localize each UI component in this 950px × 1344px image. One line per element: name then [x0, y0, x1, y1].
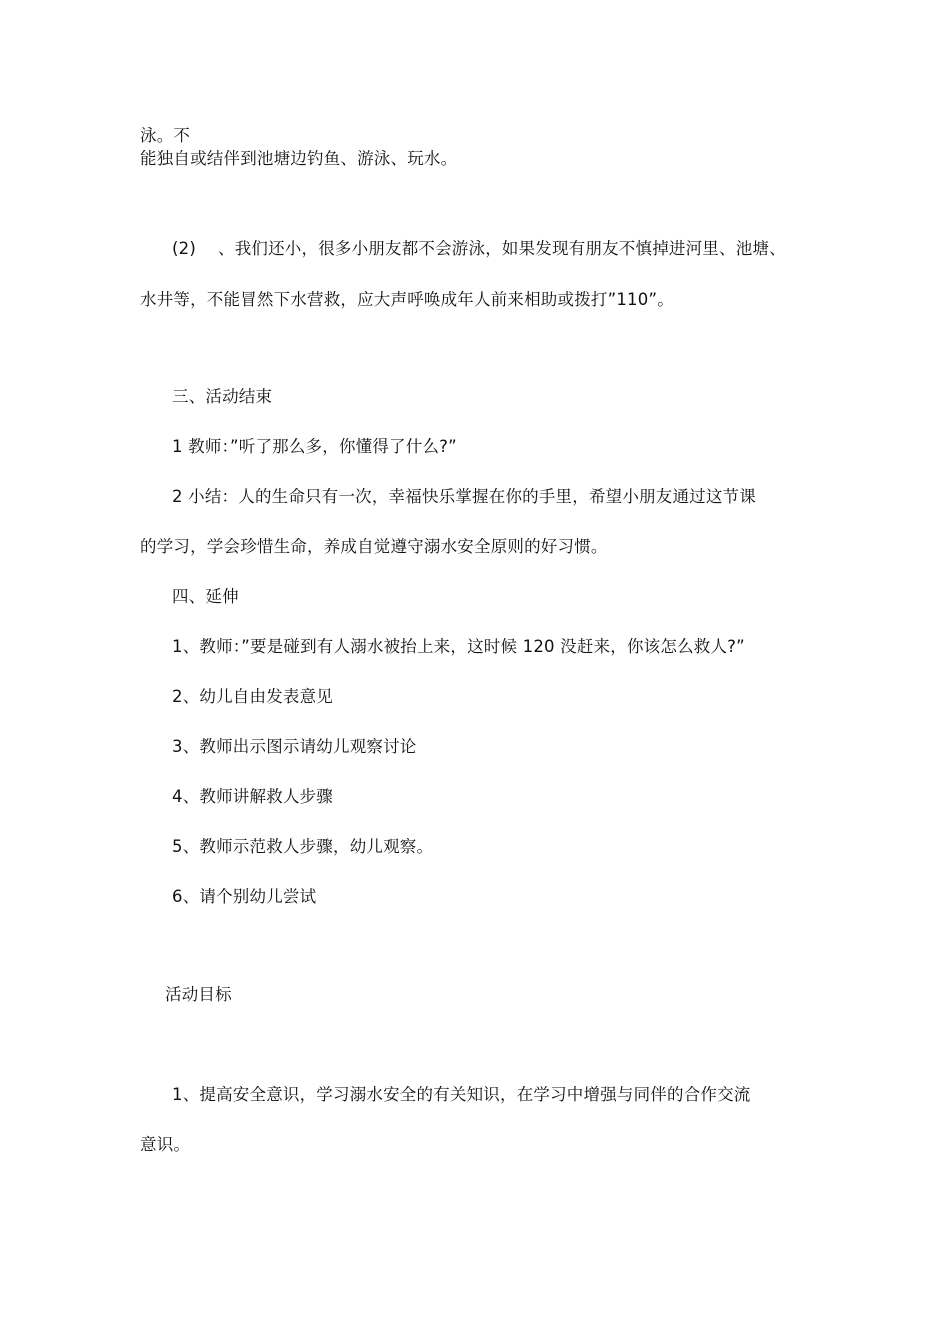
paragraph-line: 的学习，学会珍惜生命，养成自觉遵守溺水安全原则的好习惯。: [140, 537, 608, 556]
section-heading: 三、活动结束: [172, 387, 273, 406]
item-number: (2): [172, 239, 196, 258]
list-item: 1 教师：”听了那么多，你懂得了什么?”: [172, 437, 457, 456]
list-item: 2、幼儿自由发表意见: [172, 687, 333, 706]
paragraph-line: 能独自或结伴到池塘边钓鱼、游泳、玩水。: [140, 149, 458, 168]
paragraph-line: 泳。不: [140, 126, 191, 145]
list-item: 4、教师讲解救人步骤: [172, 787, 333, 806]
item-text: 、我们还小，很多小朋友都不会游泳，如果发现有朋友不慎掉进河里、池塘、: [218, 239, 786, 258]
paragraph-line: 水井等，不能冒然下水营救，应大声呼唤成年人前来相助或拨打”110”。: [140, 290, 674, 309]
section-heading: 活动目标: [165, 985, 232, 1004]
paragraph-line: 意识。: [140, 1135, 191, 1154]
list-item: 1、提高安全意识，学习溺水安全的有关知识，在学习中增强与同伴的合作交流: [172, 1085, 751, 1104]
list-item: 3、教师出示图示请幼儿观察讨论: [172, 737, 417, 756]
section-heading: 四、延伸: [172, 587, 239, 606]
list-item: 6、请个别幼儿尝试: [172, 887, 317, 906]
list-item: 2 小结：人的生命只有一次，幸福快乐掌握在你的手里，希望小朋友通过这节课: [172, 487, 756, 506]
list-item: 5、教师示范救人步骤，幼儿观察。: [172, 837, 434, 856]
list-item: [172, 238, 786, 260]
list-item: 1、教师：”要是碰到有人溺水被抬上来，这时候 120 没赶来，你该怎么救人?”: [172, 637, 745, 656]
